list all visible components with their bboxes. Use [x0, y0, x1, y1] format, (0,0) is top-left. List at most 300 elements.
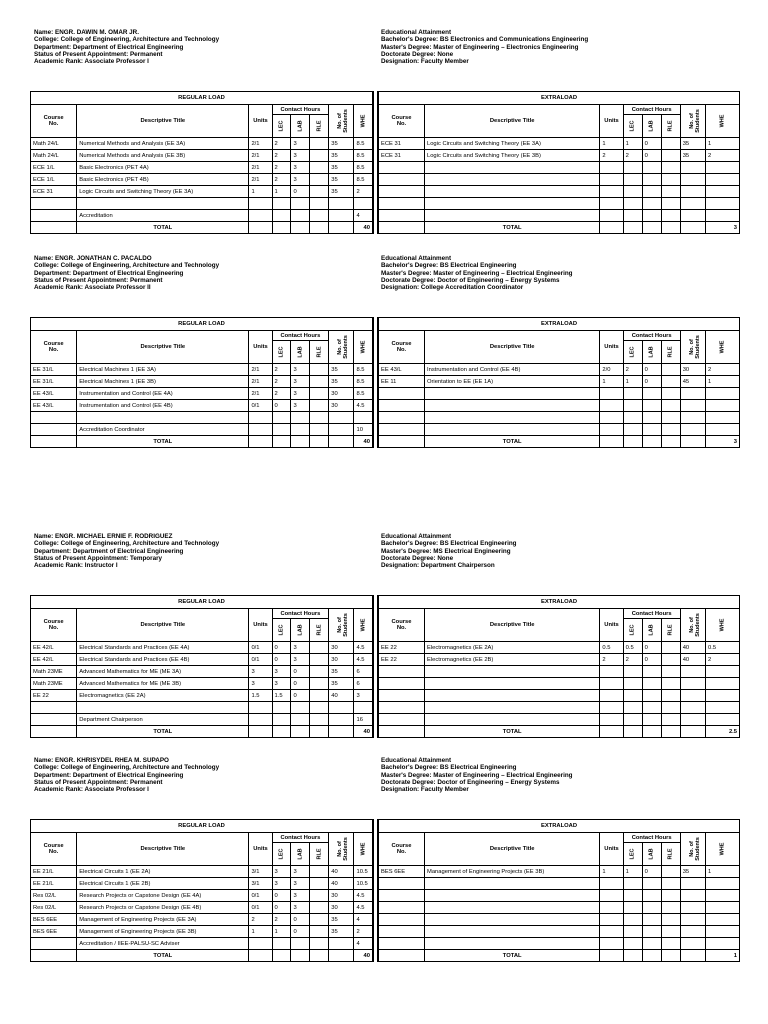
rle-cell: [310, 914, 329, 926]
students-header: [680, 833, 705, 866]
title-cell: Instrumentation and Control (EE 4A): [77, 388, 249, 400]
course-no-cell: [31, 198, 77, 210]
students-cell: 40: [329, 690, 354, 702]
info-line: Master's Degree: Master of Engineering – Electrical Engineering: [381, 771, 573, 779]
students-cell: 35: [329, 926, 354, 938]
units-cell: 3: [249, 678, 272, 690]
lec-cell: 2: [272, 376, 291, 388]
table-row: [31, 198, 374, 210]
course-no-cell: [378, 938, 424, 950]
whe-cell: [354, 702, 373, 714]
lab-cell: 3: [291, 866, 310, 878]
info-line: Educational Attainment: [381, 29, 452, 36]
table-row: [378, 654, 740, 666]
total-spacer: [378, 222, 424, 234]
table-row: [31, 866, 374, 878]
rle-cell: [310, 150, 329, 162]
info-line: College: College of Engineering, Architecture and Technology: [34, 764, 220, 772]
info-line: College: College of Engineering, Architecture and Technology: [34, 36, 220, 44]
students-cell: 35: [680, 150, 705, 162]
table-caption-row: [378, 92, 740, 105]
title-cell: Accreditation / IIEE-PALSU-SC Adviser: [77, 938, 249, 950]
students-cell: [680, 198, 705, 210]
course-no-cell: EE 42/L: [31, 654, 77, 666]
rle-header: [310, 619, 329, 642]
whe-cell: 0.5: [706, 642, 740, 654]
units-cell: 2: [600, 150, 623, 162]
students-cell: [329, 938, 354, 950]
table-row: [31, 376, 374, 388]
educational-attainment: [381, 29, 588, 65]
rle-cell: [661, 162, 680, 174]
whe-cell: 8.5: [354, 174, 373, 186]
rle-cell: [310, 642, 329, 654]
lab-header: [642, 619, 661, 642]
faculty-header: [30, 255, 740, 305]
lec-cell: 2: [272, 914, 291, 926]
rle-cell: [310, 654, 329, 666]
course-no-cell: EE 43/L: [378, 364, 424, 376]
students-cell: 30: [680, 364, 705, 376]
total-empty-cell: [329, 950, 354, 962]
course-no-cell: [31, 938, 77, 950]
info-line: Academic Rank: Associate Professor II: [34, 284, 151, 292]
whe-cell: [354, 412, 373, 424]
total-label: TOTAL: [77, 222, 249, 234]
title-cell: [424, 890, 599, 902]
lec-cell: 1: [272, 926, 291, 938]
whe-cell: 4.5: [354, 654, 373, 666]
contact-hours-header: Contact Hours: [623, 331, 680, 341]
lab-header: [642, 341, 661, 364]
units-cell: [249, 210, 272, 222]
whe-cell: 4.5: [354, 642, 373, 654]
lab-cell: 3: [291, 642, 310, 654]
units-header: Units: [600, 609, 623, 642]
title-cell: Numerical Methods and Analysis (EE 3A): [77, 138, 249, 150]
table-row: [31, 890, 374, 902]
whe-cell: [706, 702, 740, 714]
total-empty-cell: [310, 950, 329, 962]
whe-cell: 8.5: [354, 364, 373, 376]
students-cell: 35: [329, 174, 354, 186]
whe-cell: 2: [706, 654, 740, 666]
rle-cell: [310, 400, 329, 412]
title-cell: [424, 666, 599, 678]
lec-cell: [623, 186, 642, 198]
title-cell: Electromagnetics (EE 2A): [424, 642, 599, 654]
regular-load-table: [30, 819, 374, 962]
title-cell: Electrical Standards and Practices (EE 4A): [77, 642, 249, 654]
whe-label: WHE: [719, 114, 726, 128]
total-row: [31, 950, 374, 962]
table-caption: REGULAR LOAD: [31, 318, 374, 331]
table-row: [31, 654, 374, 666]
table-row: [378, 678, 740, 690]
units-cell: 0/1: [249, 642, 272, 654]
course-no-label: No.: [48, 347, 59, 353]
units-header: Units: [249, 331, 272, 364]
contact-hours-header: Contact Hours: [272, 833, 329, 843]
lec-cell: 1: [272, 186, 291, 198]
table-caption: REGULAR LOAD: [31, 92, 374, 105]
units-cell: 3/1: [249, 866, 272, 878]
title-cell: [424, 412, 599, 424]
table-caption-row: [31, 318, 374, 331]
lec-cell: 0: [272, 642, 291, 654]
faculty-info: [34, 255, 219, 291]
lab-cell: 3: [291, 150, 310, 162]
whe-cell: 4: [354, 210, 373, 222]
students-header: [329, 833, 354, 866]
rle-cell: [661, 388, 680, 400]
lab-header: [291, 619, 310, 642]
lab-cell: [642, 666, 661, 678]
whe-cell: [706, 890, 740, 902]
table-row: [31, 388, 374, 400]
course-no-cell: [31, 412, 77, 424]
total-whe-value: 40: [354, 726, 373, 738]
title-cell: [424, 388, 599, 400]
regular-load-table: [30, 317, 374, 448]
table-row: [31, 702, 374, 714]
whe-cell: 1: [706, 866, 740, 878]
faculty-block: [30, 757, 740, 959]
title-cell: Electromagnetics (EE 2A): [77, 690, 249, 702]
table-row: [31, 150, 374, 162]
info-line: Department: Department of Electrical Engineering: [34, 269, 184, 277]
lec-cell: 2: [272, 150, 291, 162]
lab-cell: 0: [642, 138, 661, 150]
total-empty-cell: [272, 436, 291, 448]
total-empty-cell: [642, 726, 661, 738]
course-no-label: No.: [396, 849, 407, 855]
course-no-cell: [378, 714, 424, 726]
info-line: Department: Department of Electrical Engineering: [34, 771, 184, 779]
course-no-cell: [378, 890, 424, 902]
regular-load-table: [30, 91, 374, 234]
total-row: [31, 222, 374, 234]
table-caption-row: [378, 820, 740, 833]
students-cell: 35: [680, 138, 705, 150]
info-line: Designation: Department Chairperson: [381, 562, 495, 570]
lec-cell: 0: [272, 654, 291, 666]
units-cell: 1.5: [249, 690, 272, 702]
course-no-label: Course: [43, 619, 64, 625]
units-cell: [249, 714, 272, 726]
info-line: Doctorate Degree: None: [381, 554, 454, 562]
table-caption: EXTRALOAD: [378, 92, 740, 105]
whe-header: [706, 331, 740, 364]
total-whe-value: 40: [354, 950, 373, 962]
students-label: No. of Students: [688, 837, 701, 861]
info-line: Status of Present Appointment: Temporary: [34, 554, 163, 562]
rle-header-label: RLE: [667, 624, 674, 636]
whe-cell: [706, 400, 740, 412]
units-cell: 2: [249, 914, 272, 926]
table-row: [378, 714, 740, 726]
info-line: Educational Attainment: [381, 533, 452, 540]
lab-header-label: LAB: [297, 624, 304, 636]
total-spacer: [31, 950, 77, 962]
rle-cell: [310, 878, 329, 890]
title-cell: [424, 174, 599, 186]
lec-header-label: LEC: [629, 346, 636, 358]
units-header: Units: [600, 331, 623, 364]
students-cell: [680, 666, 705, 678]
rle-header: [661, 619, 680, 642]
students-cell: [329, 198, 354, 210]
whe-header: [354, 833, 373, 866]
course-no-cell: [378, 400, 424, 412]
info-line: Department: Department of Electrical Engineering: [34, 547, 184, 555]
table-row: [378, 866, 740, 878]
course-no-cell: [378, 198, 424, 210]
table-row: [31, 364, 374, 376]
table-row: [31, 138, 374, 150]
students-cell: [680, 678, 705, 690]
whe-cell: 1: [706, 138, 740, 150]
extraload-table: [377, 595, 740, 738]
table-row: [31, 926, 374, 938]
whe-cell: [706, 678, 740, 690]
lab-cell: [291, 702, 310, 714]
units-cell: 2/1: [249, 138, 272, 150]
total-label: TOTAL: [424, 726, 599, 738]
lab-cell: 0: [291, 690, 310, 702]
rle-header-label: RLE: [316, 120, 323, 132]
table-row: [378, 198, 740, 210]
rle-header-label: RLE: [667, 120, 674, 132]
rle-cell: [661, 678, 680, 690]
lab-cell: [642, 388, 661, 400]
whe-cell: 1: [706, 376, 740, 388]
whe-cell: 16: [354, 714, 373, 726]
lec-cell: [623, 424, 642, 436]
lec-header: [623, 619, 642, 642]
course-no-cell: EE 22: [378, 654, 424, 666]
whe-cell: 8.5: [354, 376, 373, 388]
course-no-cell: EE 21/L: [31, 866, 77, 878]
title-cell: Instrumentation and Control (EE 4B): [77, 400, 249, 412]
whe-cell: [706, 666, 740, 678]
info-line: Bachelor's Degree: BS Electrical Engineering: [381, 262, 517, 270]
info-line: Master's Degree: MS Electrical Engineering: [381, 547, 511, 555]
faculty-info: [34, 533, 219, 569]
header-row: [378, 609, 740, 619]
whe-cell: 8.5: [354, 150, 373, 162]
lab-cell: 3: [291, 878, 310, 890]
units-cell: [600, 198, 623, 210]
units-cell: [249, 938, 272, 950]
total-empty-cell: [310, 436, 329, 448]
lab-cell: [642, 914, 661, 926]
faculty-header: [30, 29, 740, 79]
whe-header: [706, 105, 740, 138]
total-empty-cell: [600, 726, 623, 738]
descriptive-title-header: Descriptive Title: [424, 833, 599, 866]
students-cell: 35: [329, 666, 354, 678]
course-no-cell: [378, 926, 424, 938]
whe-cell: [706, 198, 740, 210]
students-cell: [680, 424, 705, 436]
lec-header: [623, 115, 642, 138]
lec-header: [272, 341, 291, 364]
lab-cell: 0: [642, 642, 661, 654]
rle-cell: [661, 878, 680, 890]
whe-cell: [706, 714, 740, 726]
lec-cell: [623, 714, 642, 726]
students-cell: 40: [329, 878, 354, 890]
total-spacer: [378, 436, 424, 448]
rle-cell: [310, 866, 329, 878]
lab-cell: [291, 210, 310, 222]
info-line: Doctorate Degree: Doctor of Engineering – Energy Systems: [381, 778, 560, 786]
rle-cell: [661, 138, 680, 150]
title-cell: [424, 424, 599, 436]
students-cell: [680, 714, 705, 726]
rle-cell: [310, 186, 329, 198]
total-empty-cell: [249, 950, 272, 962]
table-row: [31, 186, 374, 198]
lec-header: [272, 843, 291, 866]
students-label: No. of Students: [688, 335, 701, 359]
descriptive-title-header: Descriptive Title: [424, 105, 599, 138]
header-row: [31, 105, 374, 115]
whe-header: [354, 331, 373, 364]
contact-hours-header: Contact Hours: [623, 833, 680, 843]
units-cell: [600, 926, 623, 938]
table-row: [378, 424, 740, 436]
total-label: TOTAL: [77, 436, 249, 448]
title-cell: Advanced Mathematics for ME (ME 3A): [77, 666, 249, 678]
rle-cell: [310, 174, 329, 186]
rle-cell: [310, 938, 329, 950]
lab-cell: 3: [291, 400, 310, 412]
students-cell: [329, 424, 354, 436]
info-line: College: College of Engineering, Architecture and Technology: [34, 540, 220, 548]
lab-cell: 0: [642, 150, 661, 162]
students-cell: 35: [680, 866, 705, 878]
table-row: [31, 642, 374, 654]
lec-cell: [623, 890, 642, 902]
total-empty-cell: [272, 726, 291, 738]
table-row: [378, 902, 740, 914]
units-cell: [600, 400, 623, 412]
students-cell: [680, 210, 705, 222]
course-no-header: [378, 833, 424, 866]
rle-cell: [310, 198, 329, 210]
lec-cell: [623, 678, 642, 690]
lec-cell: 1: [623, 376, 642, 388]
total-spacer: [31, 436, 77, 448]
units-cell: 0/1: [249, 654, 272, 666]
lec-header-label: LEC: [278, 346, 285, 358]
lab-cell: [291, 424, 310, 436]
units-cell: [600, 902, 623, 914]
educational-attainment: [381, 255, 573, 291]
units-cell: [600, 412, 623, 424]
total-empty-cell: [680, 726, 705, 738]
lab-cell: 0: [291, 926, 310, 938]
rle-cell: [310, 162, 329, 174]
table-row: [378, 376, 740, 388]
total-empty-cell: [329, 436, 354, 448]
table-row: [378, 666, 740, 678]
table-caption: REGULAR LOAD: [31, 820, 374, 833]
total-empty-cell: [600, 950, 623, 962]
title-cell: [424, 678, 599, 690]
lec-cell: 2: [272, 138, 291, 150]
lab-cell: [642, 902, 661, 914]
descriptive-title-header: Descriptive Title: [424, 331, 599, 364]
lab-cell: 0: [291, 666, 310, 678]
course-no-cell: ECE 31: [378, 150, 424, 162]
students-header: [680, 105, 705, 138]
lab-cell: [642, 702, 661, 714]
course-no-cell: BES 6EE: [31, 914, 77, 926]
total-spacer: [378, 950, 424, 962]
lab-cell: 3: [291, 138, 310, 150]
faculty-info: [34, 757, 219, 793]
students-cell: 35: [329, 162, 354, 174]
total-whe-value: 2.5: [706, 726, 740, 738]
students-cell: [329, 210, 354, 222]
units-header: Units: [249, 609, 272, 642]
course-no-cell: [378, 902, 424, 914]
rle-cell: [661, 642, 680, 654]
total-empty-cell: [272, 950, 291, 962]
lab-cell: [642, 162, 661, 174]
students-cell: 35: [329, 138, 354, 150]
title-cell: Basic Electronics (PET 4A): [77, 162, 249, 174]
title-cell: [77, 412, 249, 424]
total-empty-cell: [291, 950, 310, 962]
table-row: [378, 878, 740, 890]
lab-header-label: LAB: [648, 848, 655, 860]
students-cell: [680, 902, 705, 914]
whe-header: [354, 609, 373, 642]
rle-cell: [310, 364, 329, 376]
units-header: Units: [600, 105, 623, 138]
title-cell: [424, 926, 599, 938]
lec-header: [623, 341, 642, 364]
info-line: Department: Department of Electrical Engineering: [34, 43, 184, 51]
total-empty-cell: [291, 222, 310, 234]
rle-cell: [310, 376, 329, 388]
course-no-cell: [378, 186, 424, 198]
info-line: Designation: Faculty Member: [381, 58, 469, 66]
course-no-label: Course: [391, 341, 412, 347]
course-no-header: [31, 105, 77, 138]
title-cell: [77, 198, 249, 210]
title-cell: [424, 210, 599, 222]
table-row: [31, 666, 374, 678]
regular-load-table: [30, 595, 374, 738]
title-cell: Electrical Machines 1 (EE 3A): [77, 364, 249, 376]
course-no-header: [378, 105, 424, 138]
total-row: [378, 222, 740, 234]
lab-cell: 0: [642, 866, 661, 878]
lec-cell: [623, 914, 642, 926]
lec-header: [272, 619, 291, 642]
students-header: [680, 609, 705, 642]
total-empty-cell: [249, 222, 272, 234]
title-cell: Electromagnetics (EE 2B): [424, 654, 599, 666]
lab-header-label: LAB: [297, 120, 304, 132]
students-cell: 40: [680, 642, 705, 654]
units-cell: [600, 878, 623, 890]
